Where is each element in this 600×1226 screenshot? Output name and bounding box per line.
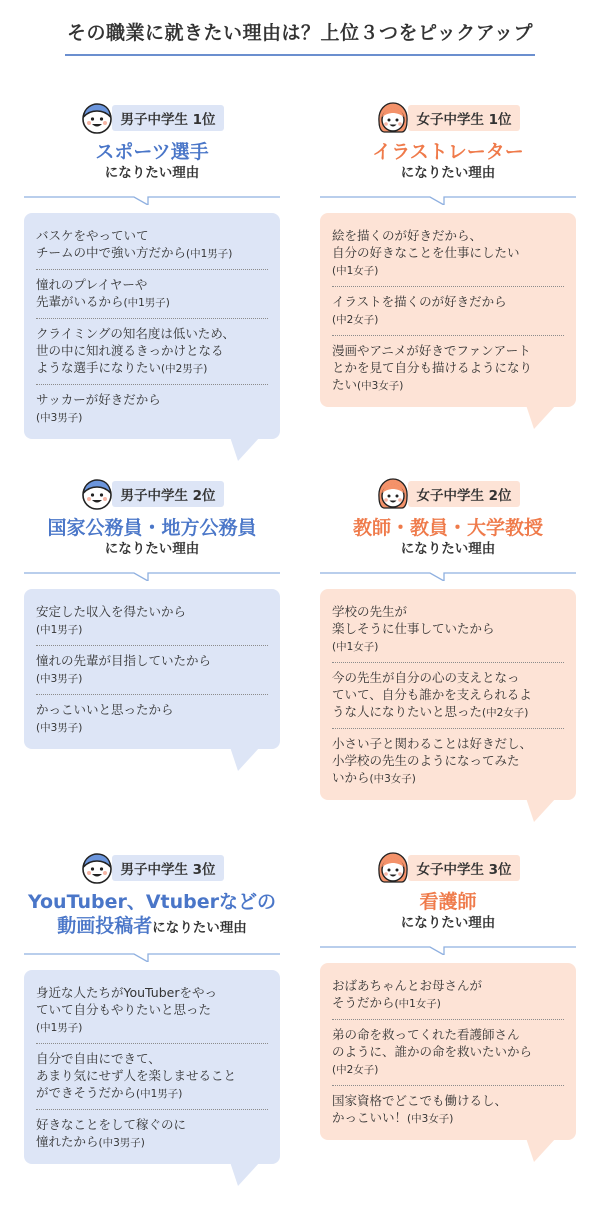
reason-text: 絵を描くのが好きだから、 自分の好きなことを仕事にしたい [332, 228, 520, 260]
reason-item [36, 978, 268, 1044]
reason-author: (中1男子) [36, 624, 83, 636]
reason-author: (中1男子) [186, 248, 233, 260]
reason-author: (中2女子) [332, 1064, 379, 1076]
section-girl-rank-3 [320, 850, 576, 1140]
section-divider [320, 939, 576, 955]
reason-list [36, 978, 268, 1158]
job-title: スポーツ選手 [95, 141, 209, 163]
reason-text: バスケをやっていて チームの中で強い方だから [36, 228, 187, 260]
reason-text: 学校の先生が 楽しそうに仕事していたから [332, 604, 495, 636]
speech-tail [526, 405, 556, 429]
section-divider [24, 565, 280, 581]
reason-item [36, 221, 268, 270]
rank-label: 女子中学生 3位 [408, 855, 519, 881]
section-boy-rank-3 [24, 850, 280, 1164]
reason-box [24, 589, 280, 749]
reason-author: (中2男子) [161, 363, 208, 375]
reason-author: (中3女子) [369, 773, 416, 785]
rank-header [320, 850, 576, 886]
job-title: 国家公務員・地方公務員 [47, 517, 257, 539]
reason-item [36, 1110, 268, 1158]
reason-text: 国家資格でどこでも働けるし、 かっこいい！ [332, 1093, 508, 1125]
reason-item [332, 971, 564, 1020]
job-subtitle: になりたい理由 [400, 915, 496, 931]
reason-author: (中3女子) [357, 380, 404, 392]
job-subtitle: になりたい理由 [400, 165, 496, 181]
rank-header [24, 476, 280, 512]
reason-list [332, 221, 564, 401]
reason-text: 好きなことをして稼ぐのに 憧れたから [36, 1117, 187, 1149]
boy-avatar-icon [80, 101, 114, 135]
section-girl-rank-2 [320, 476, 576, 800]
reason-item [36, 1044, 268, 1110]
section-divider [24, 946, 280, 962]
reason-list [332, 971, 564, 1134]
reason-author: (中3男子) [36, 722, 83, 734]
reason-author: (中2女子) [332, 314, 379, 326]
reason-text: 自分で自由にできて、 あまり気にせず人を楽しませること ができそうだから [36, 1051, 237, 1100]
section-girl-rank-1 [320, 100, 576, 407]
speech-tail [230, 747, 260, 771]
reason-text: 安定した収入を得たいから [36, 604, 187, 619]
speech-tail [230, 437, 260, 461]
boy-avatar-icon [80, 851, 114, 885]
reason-text: 漫画やアニメが好きでファンアート とかを見て自分も描けるようになり たい [332, 343, 533, 392]
rank-label: 男子中学生 3位 [112, 855, 223, 881]
girl-avatar-icon [376, 101, 410, 135]
job-title: 看護師 [419, 891, 477, 913]
reason-list [36, 597, 268, 743]
reason-author: (中1男子) [136, 1088, 183, 1100]
job-subtitle: になりたい理由 [400, 541, 496, 557]
speech-tail [230, 1162, 260, 1186]
boy-avatar-icon [80, 477, 114, 511]
reason-box [320, 213, 576, 407]
reason-text: おばあちゃんとお母さんが そうだから [332, 978, 483, 1010]
section-divider [320, 565, 576, 581]
reason-text: 弟の命を救ってくれた看護師さん のように、誰かの命を救いたいから [332, 1027, 533, 1059]
reason-item [332, 336, 564, 401]
reason-author: (中3男子) [98, 1137, 145, 1149]
reason-box [320, 963, 576, 1140]
reason-author: (中3男子) [36, 673, 83, 685]
reason-list [36, 221, 268, 433]
section-boy-rank-2 [24, 476, 280, 749]
reason-list [332, 597, 564, 794]
rank-header [320, 100, 576, 136]
reason-text: イラストを描くのが好きだから [332, 294, 507, 309]
rank-header [24, 100, 280, 136]
reason-author: (中2女子) [482, 707, 529, 719]
reason-item [332, 287, 564, 336]
reason-item [36, 270, 268, 319]
reason-text: かっこいいと思ったから [36, 702, 174, 717]
reason-item [36, 646, 268, 695]
reason-item [332, 729, 564, 794]
job-title: 教師・教員・大学教授 [352, 517, 543, 539]
rank-label: 男子中学生 1位 [112, 105, 223, 131]
section-divider [24, 189, 280, 205]
reason-item [36, 597, 268, 646]
reason-box [320, 589, 576, 800]
rank-label: 男子中学生 2位 [112, 481, 223, 507]
page-title: その職業に就きたい理由は？上位３つをピックアップ [67, 22, 533, 44]
reason-item [36, 695, 268, 743]
reason-author: (中3男子) [36, 412, 83, 424]
reason-text: 憧れの先輩が目指していたから [36, 653, 212, 668]
reason-text: クライミングの知名度は低いため、 世の中に知れ渡るきっかけとなる ような選手になりたい [36, 326, 235, 375]
rank-label: 女子中学生 2位 [408, 481, 519, 507]
rank-header [24, 850, 280, 886]
reason-text: 小さい子と関わることは好きだし、 小学校の先生のようになってみた いから [332, 736, 533, 785]
rank-label: 女子中学生 1位 [408, 105, 519, 131]
job-subtitle: になりたい理由 [152, 920, 247, 936]
job-subtitle: になりたい理由 [104, 541, 200, 557]
girl-avatar-icon [376, 477, 410, 511]
section-boy-rank-1 [24, 100, 280, 439]
job-subtitle: になりたい理由 [104, 165, 200, 181]
reason-item [36, 385, 268, 433]
reason-text: 憧れのプレイヤーや 先輩がいるから [36, 277, 148, 309]
reason-item [332, 221, 564, 287]
job-title: YouTuber、Vtuberなどの 動画投稿者になりたい理由 [27, 891, 277, 937]
reason-item [332, 1086, 564, 1134]
reason-author: (中3女子) [407, 1113, 454, 1125]
job-title: イラストレーター [372, 141, 524, 163]
reason-box [24, 213, 280, 439]
reason-author: (中1女子) [332, 641, 379, 653]
reason-box [24, 970, 280, 1164]
reason-author: (中1男子) [36, 1022, 83, 1034]
speech-tail [526, 1138, 556, 1162]
title-underline [65, 54, 535, 56]
girl-avatar-icon [376, 851, 410, 885]
reason-text: 身近な人たちがYouTuberをやっ ていて自分もやりたいと思った [36, 985, 217, 1017]
reason-item [332, 1020, 564, 1086]
reason-item [332, 663, 564, 729]
reason-text: サッカーが好きだから [36, 392, 161, 407]
reason-text: 今の先生が自分の心の支えとなっ ていて、自分も誰かを支えられるよ うな人になりたいと思った [332, 670, 532, 719]
rank-header [320, 476, 576, 512]
reason-item [332, 597, 564, 663]
reason-author: (中1女子) [332, 265, 379, 277]
speech-tail [526, 798, 556, 822]
reason-author: (中1男子) [123, 297, 170, 309]
reason-author: (中1女子) [394, 998, 441, 1010]
reason-item [36, 319, 268, 385]
section-divider [320, 189, 576, 205]
